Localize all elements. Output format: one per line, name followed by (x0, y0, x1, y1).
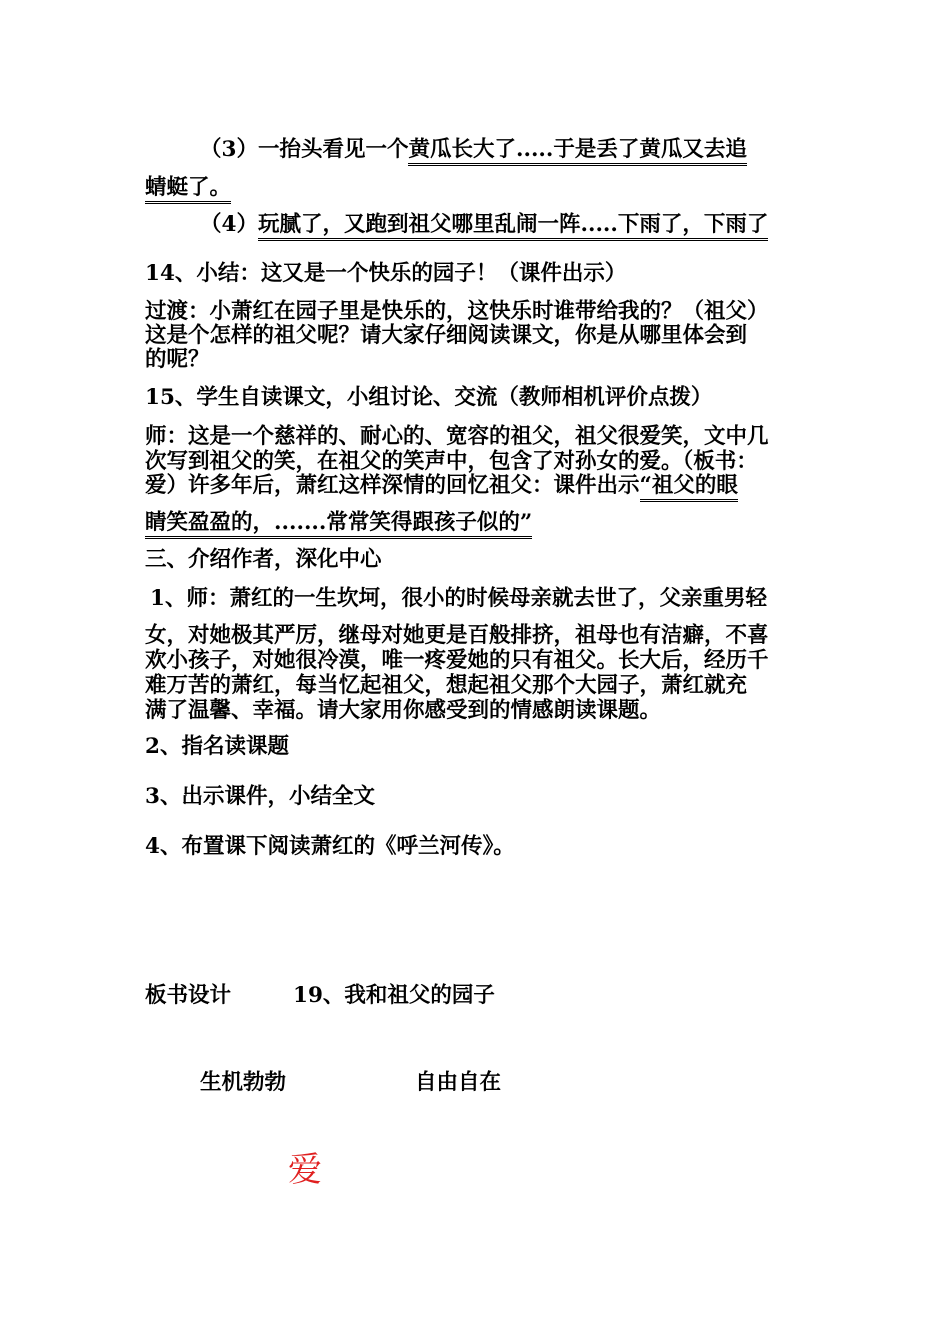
transition-line-1: 过渡：小萧红在园子里是快乐的，这快乐时谁带给我的？（祖父） (145, 299, 769, 324)
teacher-line-2: 次写到祖父的笑，在祖父的笑声中，包含了对孙女的爱。（板书： (145, 449, 758, 474)
intro-line-3: 欢小孩子，对她很冷漠，唯一疼爱她的只有祖父。长大后，经历千 (145, 648, 769, 673)
transition-line-2: 这是个怎样的祖父呢？请大家仔细阅读课文，你是从哪里体会到 (145, 323, 748, 348)
para-3-line-2 (145, 176, 810, 200)
para-3-underlined: 黄瓜长大了.....于是丢了黄瓜又去追 (408, 137, 746, 166)
teacher-line-3 (145, 474, 810, 498)
item-4: 4、布置课下阅读萧红的《呼兰河传》。 (145, 834, 515, 859)
item-2: 2、指名读课题 (145, 734, 289, 759)
board-left-phrase: 生机勃勃 (200, 1070, 287, 1095)
para-4-underlined: 玩腻了，又跑到祖父哪里乱闹一阵.....下雨了，下雨了 (258, 212, 768, 241)
summary-14: 14、小结：这又是一个快乐的园子！（课件出示） (145, 261, 627, 286)
item-3: 3、出示课件，小结全文 (145, 784, 375, 809)
item-15: 15、学生自读课文，小组讨论、交流（教师相机评价点拨） (145, 385, 713, 410)
teacher-line-3-prefix: 爱）许多年后，萧红这样深情的回忆祖父：课件出示 (145, 473, 640, 498)
teacher-quote-1: “祖父的眼 (640, 473, 738, 502)
intro-line-1: 1、师：萧红的一生坎坷，很小的时候母亲就去世了，父亲重男轻 (150, 586, 767, 611)
para-4-prefix: （4） (200, 212, 258, 237)
board-title: 19、我和祖父的园子 (293, 983, 495, 1008)
para-3-line-1 (200, 138, 865, 162)
board-right-phrase: 自由自在 (415, 1070, 502, 1095)
para-4 (200, 213, 865, 237)
teacher-line-1: 师：这是一个慈祥的、耐心的、宽容的祖父，祖父很爱笑，文中几 (145, 424, 769, 449)
intro-line-5: 满了温馨、幸福。请大家用你感受到的情感朗读课题。 (145, 698, 662, 723)
para-3-prefix: （3）一抬头看见一个 (200, 137, 409, 162)
board-design-label: 板书设计 (145, 983, 232, 1008)
teacher-quote-2: 睛笑盈盈的，.......常常笑得跟孩子似的” (145, 510, 532, 539)
transition-line-3: 的呢？ (145, 347, 210, 372)
para-3-underlined-2: 蜻蜓了。 (145, 175, 231, 204)
teacher-line-4 (145, 511, 810, 535)
intro-line-2: 女，对她极其严厉，继母对她更是百般排挤，祖母也有洁癖，不喜 (145, 623, 769, 648)
section-3-heading: 三、介绍作者，深化中心 (145, 547, 382, 572)
board-center-love: 爱 (288, 1150, 322, 1190)
intro-line-4: 难万苦的萧红，每当忆起祖父，想起祖父那个大园子，萧红就充 (145, 673, 748, 698)
